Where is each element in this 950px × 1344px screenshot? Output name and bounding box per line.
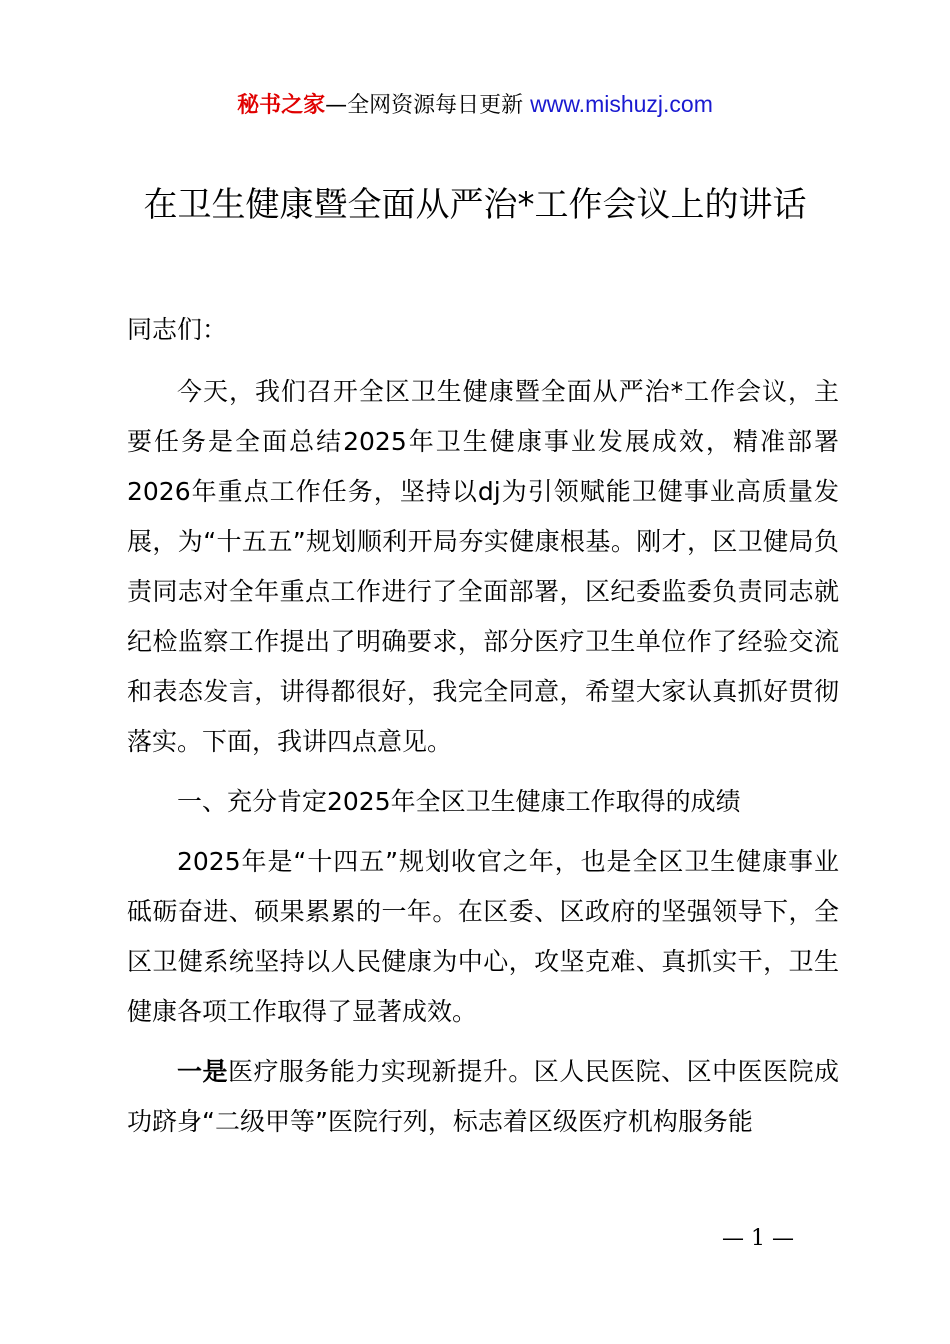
site-url-link[interactable]: www.mishuzj.com — [530, 91, 713, 117]
point-one-text: 医疗服务能力实现新提升。区人民医院、区中医医院成功跻身“二级甲等”医院行列，标志着区级医疗机构服务能 — [127, 1057, 839, 1136]
site-header — [0, 86, 950, 124]
point-one-lead: 一是 — [177, 1057, 228, 1086]
brand-name: 秘书之家 — [237, 93, 326, 118]
document-body — [127, 305, 839, 1147]
section-heading: 一、充分肯定2025年全区卫生健康工作取得的成绩 — [177, 787, 741, 816]
page-number: — 1 — — [722, 1226, 794, 1251]
header-tagline: —全网资源每日更新 — [325, 93, 531, 118]
intro-paragraph: 今天，我们召开全区卫生健康暨全面从严治*工作会议，主要任务是全面总结2025年卫生健康事业发展成效，精准部署2026年重点工作任务，坚持以dj为引领赋能卫健事业高质量发展，为“十五五”规划顺利开局夯实健康根基。刚才，区卫健局负责同志对全年重点工作进行了全面部署，区纪委监委负责同志就纪检监察工作提出了明确要求，部分医疗卫生单位作了经验交流和表态发言，讲得都很好，我完全同意，希望大家认真抓好贯彻落实。下面，我讲四点意见。 — [127, 377, 839, 756]
point-one-paragraph — [127, 1047, 839, 1147]
greeting: 同志们： — [127, 315, 228, 344]
document-title: 在卫生健康暨全面从严治*工作会议上的讲话 — [143, 185, 807, 225]
paragraph-2025: 2025年是“十四五”规划收官之年，也是全区卫生健康事业砥砺奋进、硕果累累的一年。在区委、区政府的坚强领导下，全区卫健系统坚持以人民健康为中心，攻坚克难、真抓实干，卫生健康各项工作取得了显著成效。 — [127, 847, 839, 1026]
